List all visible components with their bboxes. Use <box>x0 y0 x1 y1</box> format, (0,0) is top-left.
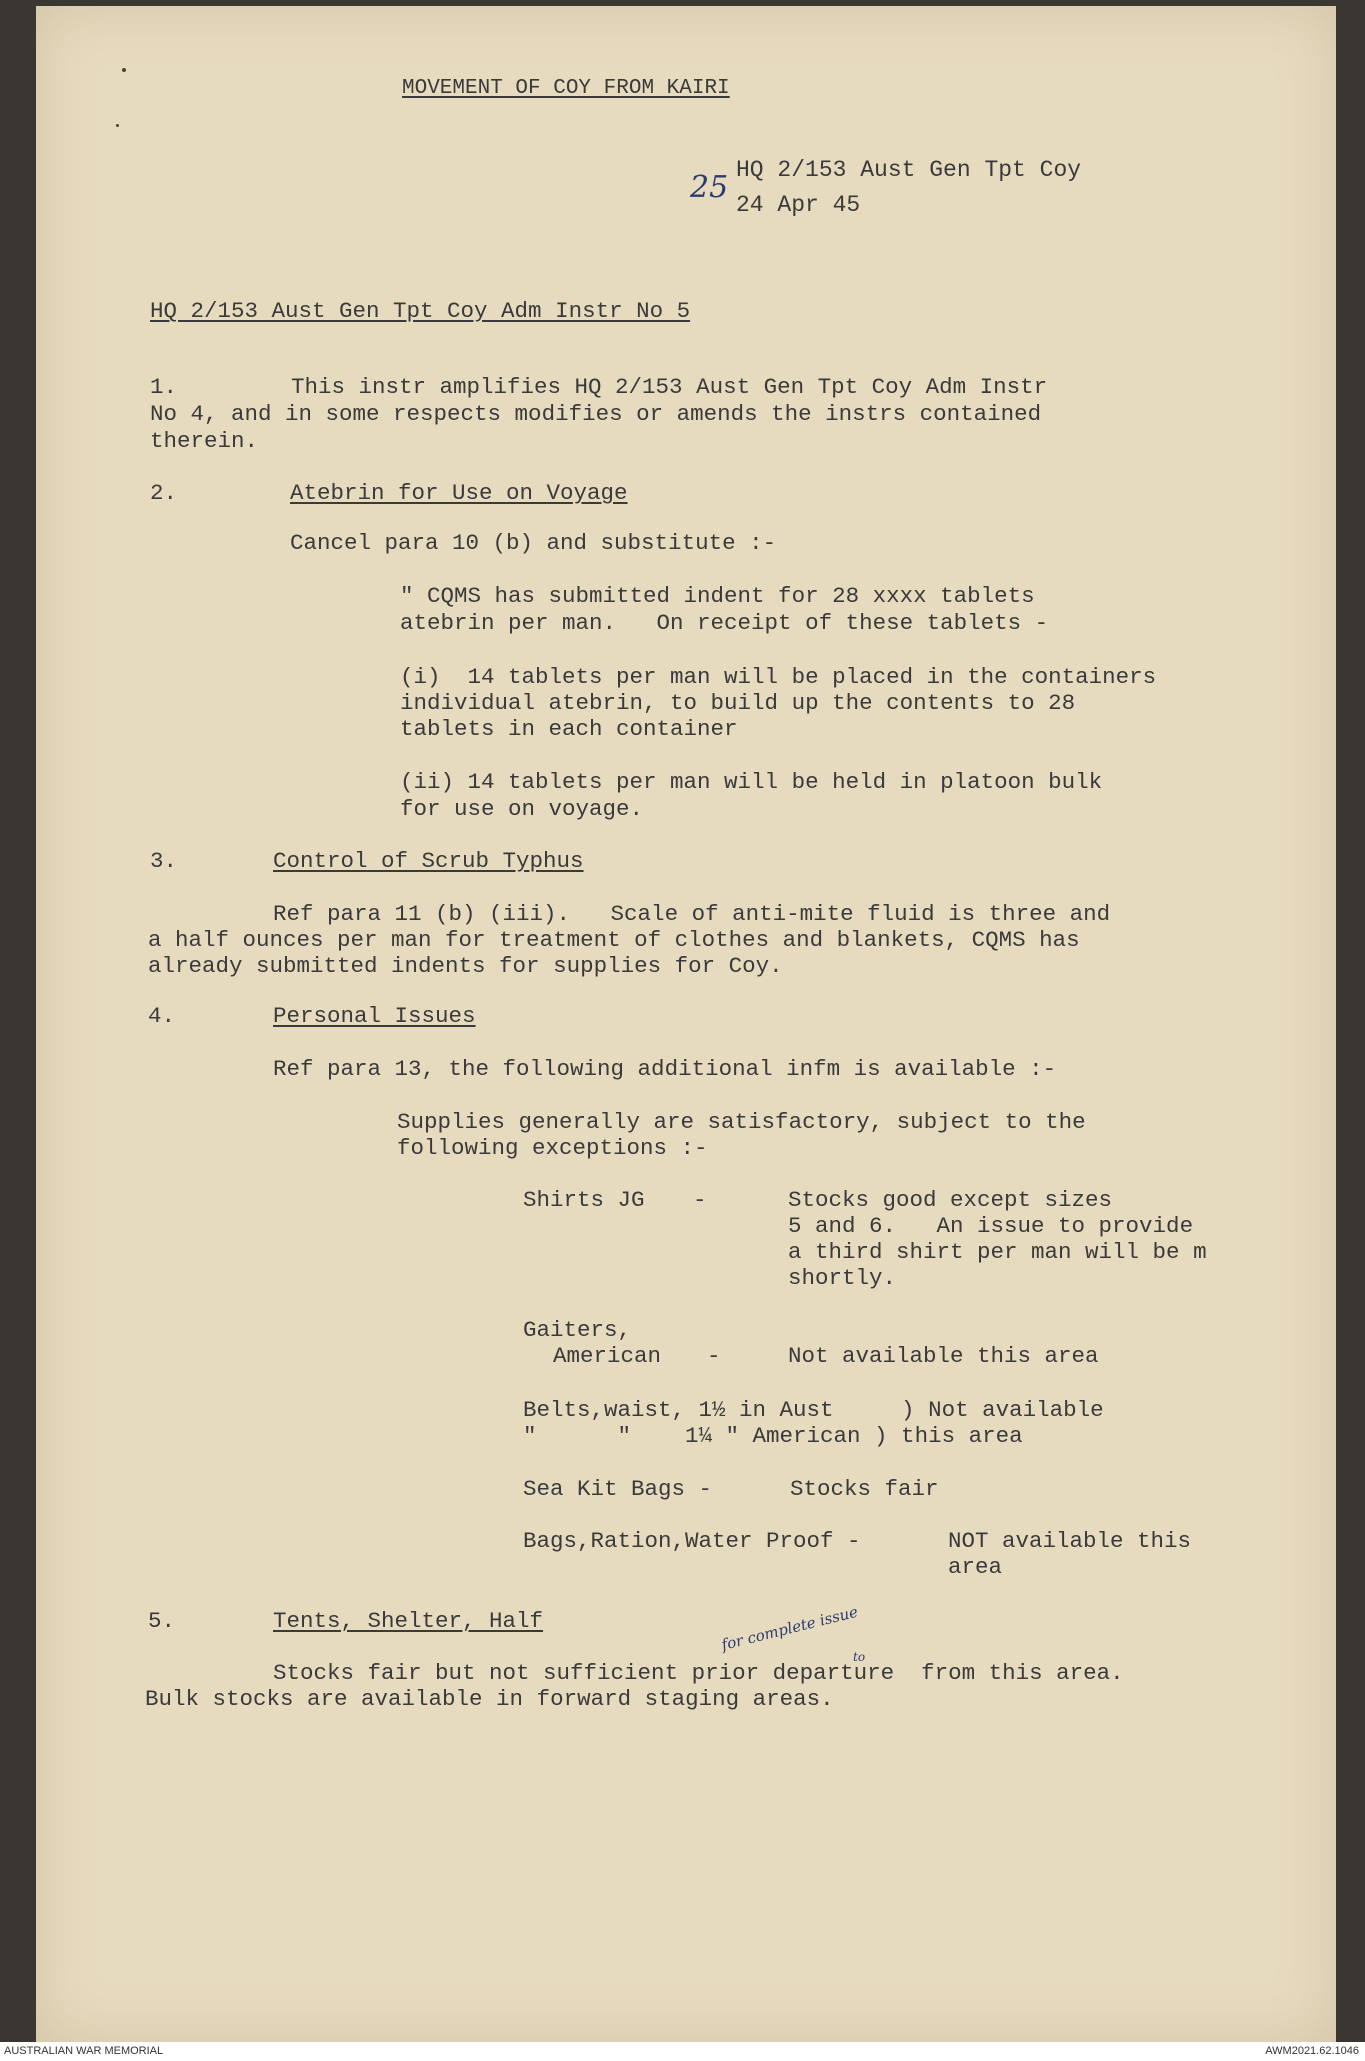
para-5-line: Bulk stocks are available in forward staging areas. <box>145 1686 834 1712</box>
item-shirts-label: Shirts JG <box>523 1187 645 1213</box>
para-1-line: therein. <box>150 428 259 454</box>
from-unit: HQ 2/153 Aust Gen Tpt Coy <box>736 157 1082 183</box>
paper-speck <box>122 68 126 72</box>
para-2-quote-line: atebrin per man. On receipt of these tablets - <box>400 610 1049 636</box>
item-bags-label: Bags,Ration,Water Proof - <box>523 1528 861 1554</box>
item-gaiters-value: Not available this area <box>788 1343 1099 1369</box>
para-2-sub-i-line: tablets in each container <box>400 716 738 742</box>
item-shirts-line: 5 and 6. An issue to provide <box>788 1213 1194 1239</box>
para-5-number: 5. <box>148 1608 176 1634</box>
item-shirts-line: Stocks good except sizes <box>788 1187 1113 1213</box>
para-2-sub-i-line: (i) 14 tablets per man will be placed in the containers <box>400 664 1157 690</box>
handwritten-insert-to: to <box>853 1650 866 1664</box>
para-3-line: already submitted indents for supplies for Coy. <box>148 953 783 979</box>
item-shirts-line: shortly. <box>788 1265 897 1291</box>
para-3-heading: Control of Scrub Typhus <box>273 848 584 874</box>
para-2-sub-ii-line: (ii) 14 tablets per man will be held in platoon bulk <box>400 769 1103 795</box>
para-2-sub-i-line: individual atebrin, to build up the contents to 28 <box>400 690 1076 716</box>
para-4-supplies-line: following exceptions :- <box>397 1135 708 1161</box>
para-4-number: 4. <box>148 1003 176 1029</box>
para-3-line: a half ounces per man for treatment of clothes and blankets, CQMS has <box>148 927 1080 953</box>
item-belts-line: " " 1¼ " American ) this area <box>523 1423 1023 1449</box>
archive-reference: AWM2021.62.1046 <box>1265 2045 1359 2057</box>
para-1-line: This instr amplifies HQ 2/153 Aust Gen Tpt Coy Adm Instr <box>291 374 1048 400</box>
archive-footer <box>0 2042 1365 2061</box>
item-seakit-label: Sea Kit Bags - <box>523 1476 713 1502</box>
item-gaiters-label: Gaiters, <box>523 1317 632 1343</box>
item-seakit-value: Stocks fair <box>790 1476 939 1502</box>
para-5-line: Stocks fair but not sufficient prior departure from this area. <box>273 1660 1124 1686</box>
para-4-heading: Personal Issues <box>273 1003 476 1029</box>
item-bags-value: area <box>948 1554 1003 1580</box>
para-1-line: No 4, and in some respects modifies or amends the instrs contained <box>150 401 1042 427</box>
item-shirts-line: a third shirt per man will be m <box>788 1239 1207 1265</box>
item-gaiters-label: American <box>553 1343 662 1369</box>
document-title: MOVEMENT OF COY FROM KAIRI <box>402 77 730 100</box>
handwritten-date-correction: 25 <box>690 170 729 205</box>
paper-speck <box>116 124 119 127</box>
archive-name: AUSTRALIAN WAR MEMORIAL <box>4 2045 164 2057</box>
handwritten-insert: for complete issue <box>719 1602 860 1654</box>
instruction-heading: HQ 2/153 Aust Gen Tpt Coy Adm Instr No 5 <box>150 298 691 324</box>
para-2-heading: Atebrin for Use on Voyage <box>290 480 628 506</box>
document-date: 24 Apr 45 <box>736 192 861 218</box>
para-3-number: 3. <box>150 848 178 874</box>
item-bags-value: NOT available this <box>948 1528 1192 1554</box>
para-4-supplies-line: Supplies generally are satisfactory, subject to the <box>397 1109 1086 1135</box>
para-2-number: 2. <box>150 480 178 506</box>
para-5-heading: Tents, Shelter, Half <box>273 1608 544 1634</box>
para-1-number: 1. <box>150 374 178 400</box>
para-3-line: Ref para 11 (b) (iii). Scale of anti-mite fluid is three and <box>273 901 1111 927</box>
para-2-cancel: Cancel para 10 (b) and substitute :- <box>290 530 777 556</box>
para-2-sub-ii-line: for use on voyage. <box>400 796 644 822</box>
para-4-ref: Ref para 13, the following additional infm is available :- <box>273 1056 1057 1082</box>
para-2-quote-line: " CQMS has submitted indent for 28 xxxx tablets <box>400 583 1035 609</box>
item-gaiters-dash: - <box>707 1343 721 1369</box>
item-shirts-dash: - <box>693 1187 707 1213</box>
item-belts-line: Belts,waist, 1½ in Aust ) Not available <box>523 1397 1104 1423</box>
